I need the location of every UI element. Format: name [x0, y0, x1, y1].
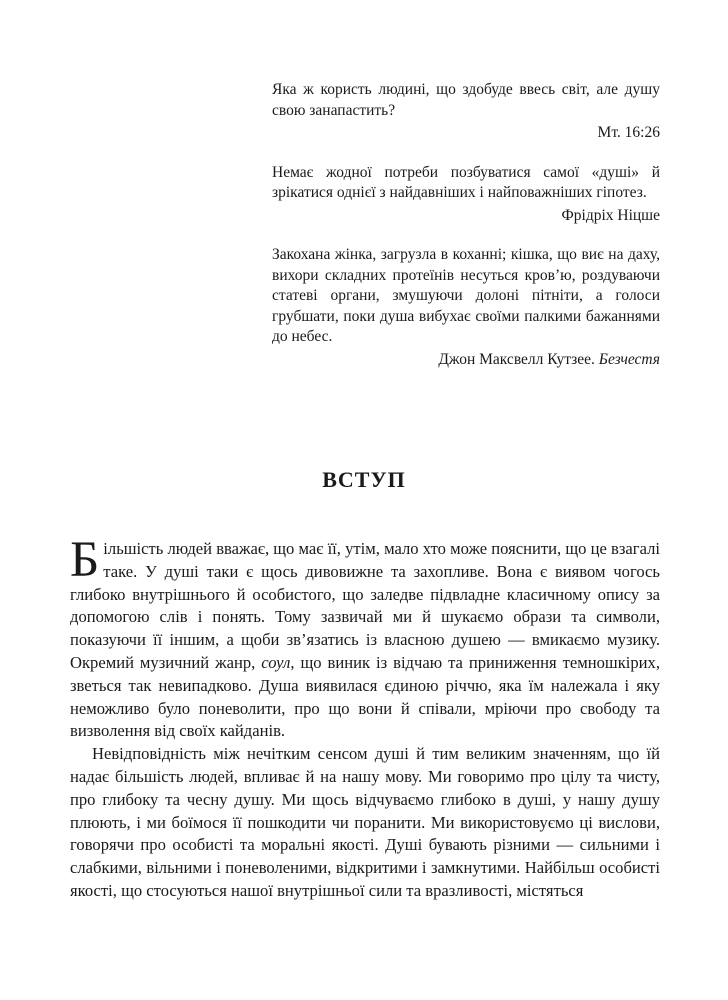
epigraph-source: Мт. 16:26 — [597, 124, 660, 141]
epigraph-source — [272, 350, 660, 371]
epigraph-coetzee — [272, 245, 660, 370]
paragraph-1 — [70, 532, 661, 743]
body-text — [70, 532, 661, 903]
epigraph-nietzsche — [272, 163, 660, 227]
epigraph-source-author: Джон Максвелл Кутзее. — [438, 350, 595, 368]
epigraph-source: Фрідріх Ніцше — [561, 206, 660, 224]
epigraph-matthew — [272, 80, 660, 144]
epigraphs — [272, 80, 660, 389]
epigraph-source-title: Безчестя — [598, 350, 660, 368]
epigraph-quote: Закохана жінка, загрузла в коханні; кішка, що виє на даху, вихори складних протеїнів несуться кров’ю, роздуваючи статеві органи, змушуючи долоні пітніти, а голоси грубшати, поки душа вибухає своїми палкими бажаннями до небес. — [272, 246, 660, 345]
paragraph-2: Невідповідність між нечітким сенсом душі й тим великим значенням, що їй надає більшість людей, впливає й на нашу мову. Ми говоримо про цілу та чисту, про глибоку та чесну душу. Ми щось відчуваємо глибоко в душі, у нашу душу плюють, і ми боїмося її пошкодити чи поранити. Ми використовуємо ці вислови, говорячи про особисті та моральні якості. Душі бувають різними — сильними і слабкими, вільними і поневоленими, відкритими і замкнутими. Найбільш особисті якості, що стосуються нашої внутрішньої сили та вразливості, містяться — [70, 744, 660, 900]
epigraph-quote: Немає жодної потреби позбуватися самої «душі» й зрікатися однієї з найдавніших і найповажніших гіпотез. — [272, 163, 660, 201]
paragraph-1-part-2: , що виник із відчаю та приниження темношкірих, зветься так невипадково. Душа виявилася єдиною річчю, яка їм належала і яку неможливо було поневолити, про що вони й співали, мріючи про свободу та визволення від своїх кайданів. — [70, 652, 661, 741]
epigraph-quote: Яка ж користь людині, що здобуде ввесь світ, але душу свою занапастить? — [272, 81, 660, 119]
paragraph-1-part-1: ільшість людей вважає, що має її, утім, мало хто може пояснити, що це взагалі таке. У душі таки є щось дивовижне та захопливе. Вона є виявом чогось глибоко внутрішнього й особистого, що заледве підвладне класичному опису за допомогою слів і понять. Тому зазвичай ми й шукаємо образи та символи, показуючи її іншим, а щоби зв’язатись із власною душею — вмикаємо музику. Окремий музичний жанр, — [70, 539, 660, 672]
drop-cap: Б — [70, 532, 100, 588]
chapter-title: ВСТУП — [322, 467, 406, 492]
soul-term: соул — [261, 652, 291, 672]
